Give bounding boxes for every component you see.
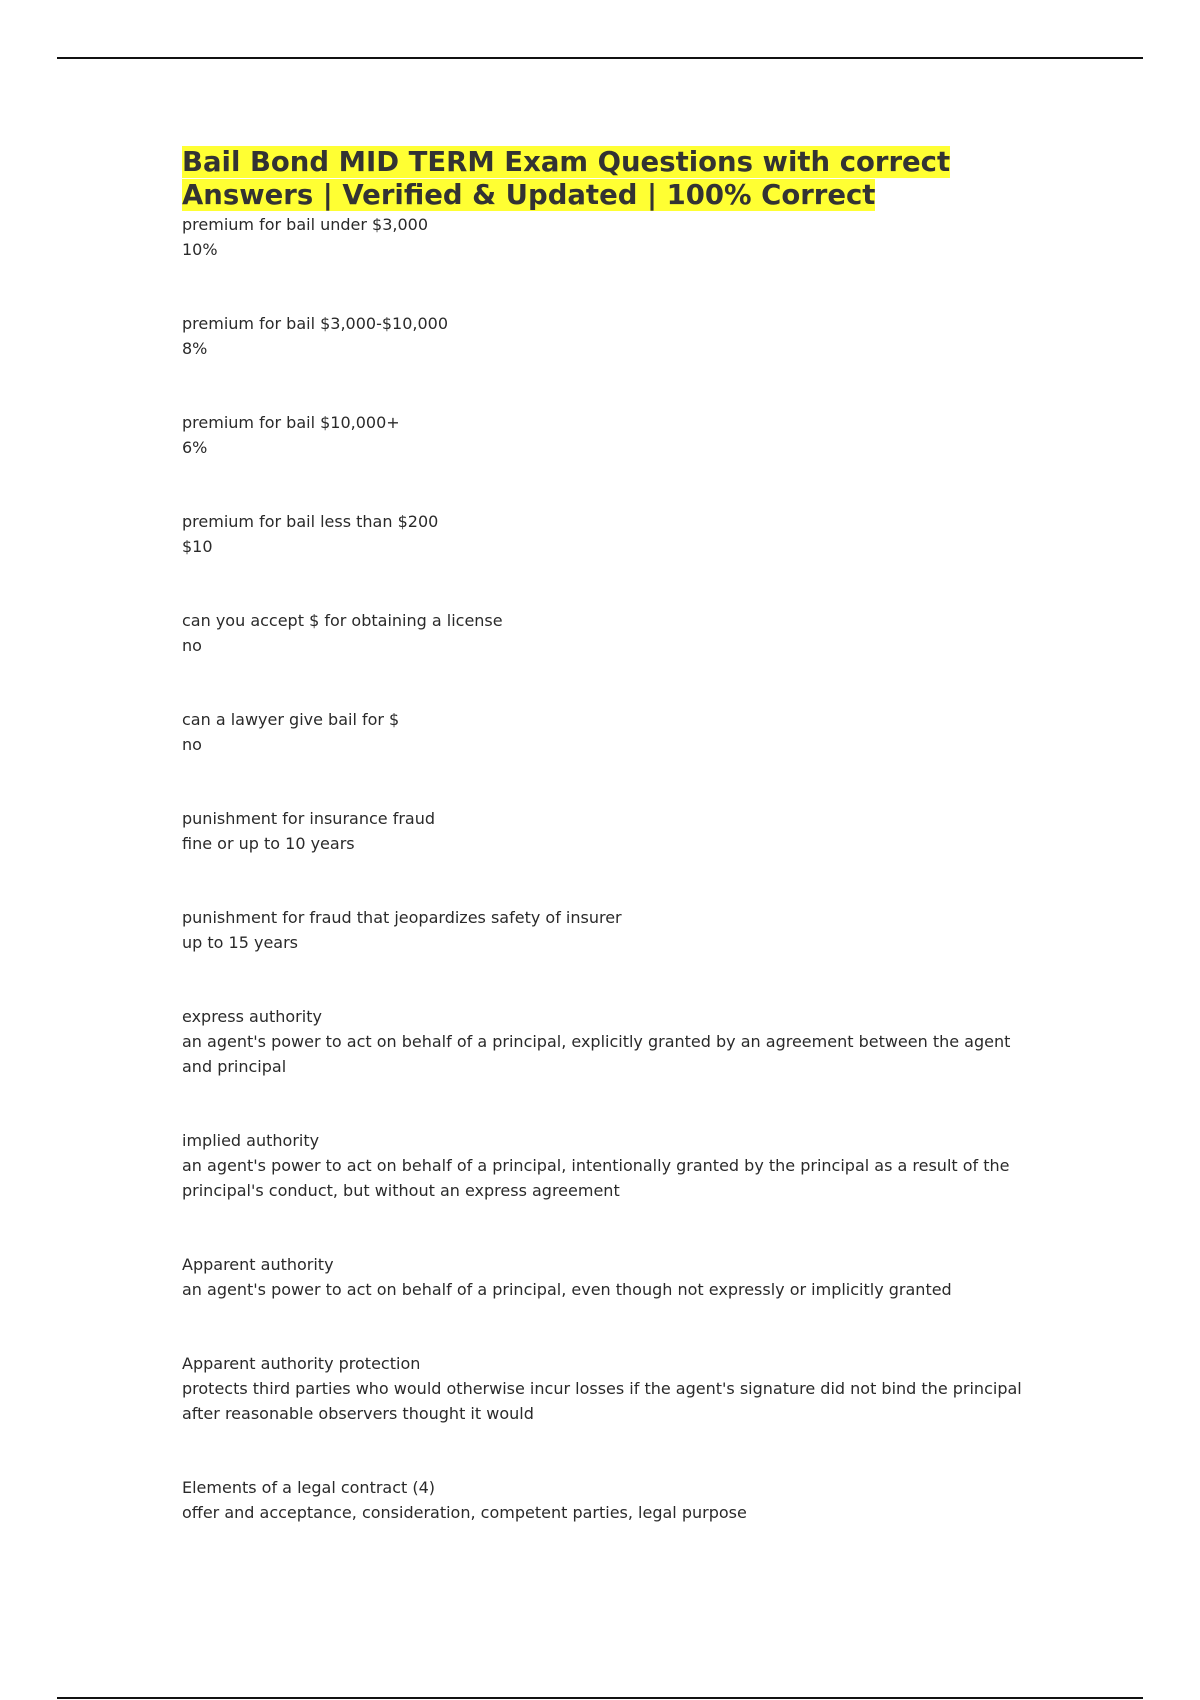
bottom-rule <box>57 1697 1143 1699</box>
document-body <box>182 146 1022 1574</box>
question-text: punishment for fraud that jeopardizes safety of insurer <box>182 908 622 927</box>
qa-item <box>182 311 1022 361</box>
qa-item <box>182 1475 1022 1525</box>
qa-item <box>182 509 1022 559</box>
question-text: implied authority <box>182 1131 320 1150</box>
answer-text: up to 15 years <box>182 933 299 952</box>
qa-item <box>182 707 1022 757</box>
qa-item <box>182 1252 1022 1302</box>
answer-text: offer and acceptance, consideration, competent parties, legal purpose <box>182 1503 747 1522</box>
question-text: express authority <box>182 1007 322 1026</box>
question-text: premium for bail under $3,000 <box>182 215 429 234</box>
qa-item <box>182 806 1022 856</box>
answer-text: $10 <box>182 537 213 556</box>
question-text: premium for bail $3,000-$10,000 <box>182 314 449 333</box>
title-highlight: Bail Bond MID TERM Exam Questions with correct Answers | Verified & Updated | 100% Correct <box>182 146 951 211</box>
qa-item <box>182 1351 1022 1426</box>
qa-list <box>182 212 1022 1525</box>
answer-text: fine or up to 10 years <box>182 834 355 853</box>
question-text: Apparent authority <box>182 1255 334 1274</box>
qa-item <box>182 410 1022 460</box>
question-text: punishment for insurance fraud <box>182 809 435 828</box>
answer-text: 6% <box>182 438 208 457</box>
question-text: premium for bail less than $200 <box>182 512 439 531</box>
qa-item <box>182 608 1022 658</box>
answer-text: an agent's power to act on behalf of a principal, explicitly granted by an agreement between the agent and principal <box>182 1032 1011 1076</box>
answer-text: 10% <box>182 240 218 259</box>
question-text: can a lawyer give bail for $ <box>182 710 400 729</box>
answer-text: an agent's power to act on behalf of a principal, intentionally granted by the principal as a result of the principal's conduct, but without an express agreement <box>182 1156 1010 1200</box>
question-text: can you accept $ for obtaining a license <box>182 611 503 630</box>
qa-item <box>182 905 1022 955</box>
answer-text: an agent's power to act on behalf of a principal, even though not expressly or implicitly granted <box>182 1280 952 1299</box>
answer-text: protects third parties who would otherwise incur losses if the agent's signature did not bind the principal after reasonable observers thought it would <box>182 1379 1022 1423</box>
question-text: Apparent authority protection <box>182 1354 421 1373</box>
qa-item <box>182 1128 1022 1203</box>
question-text: premium for bail $10,000+ <box>182 413 400 432</box>
answer-text: no <box>182 636 202 655</box>
document-title <box>182 146 1022 212</box>
qa-item <box>182 1004 1022 1079</box>
top-rule <box>57 57 1143 59</box>
question-text: Elements of a legal contract (4) <box>182 1478 436 1497</box>
answer-text: 8% <box>182 339 208 358</box>
answer-text: no <box>182 735 202 754</box>
qa-item <box>182 212 1022 262</box>
